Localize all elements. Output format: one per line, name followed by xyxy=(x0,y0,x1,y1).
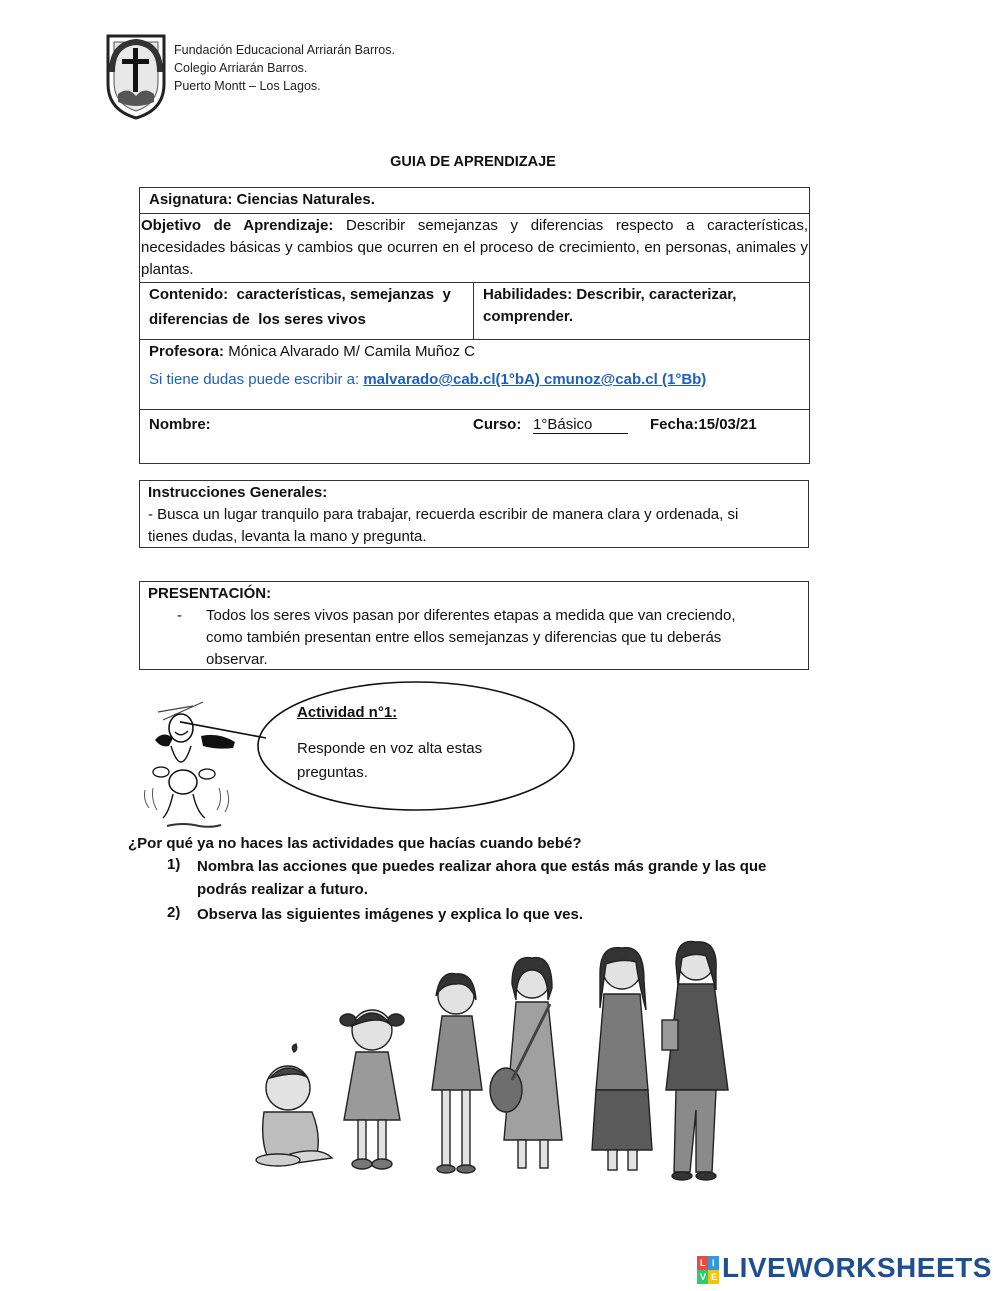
header-line-3: Puerto Montt – Los Lagos. xyxy=(174,79,321,93)
objetivo-text: Describir semejanzas y diferencias respecto a características, necesidades básicas y cambios que ocurren en el proceso de crecimiento, en personas, animales y plantas. xyxy=(141,217,808,278)
item-1-line-1: Nombra las acciones que puedes realizar ahora que estás más grande y las que xyxy=(197,858,767,875)
contenido-line-2: diferencias de los seres vivos xyxy=(149,311,366,328)
curso-value[interactable] xyxy=(533,414,628,436)
adult-woman-figure xyxy=(662,941,728,1180)
nombre-label: Nombre: xyxy=(149,416,211,433)
header-line-2: Colegio Arriarán Barros. xyxy=(174,61,308,75)
item-1-number: 1) xyxy=(167,856,181,873)
profesora-line xyxy=(149,341,475,363)
instrucciones-line-2: tienes dudas, levanta la mano y pregunta. xyxy=(148,528,427,545)
item-2-line-1: Observa las siguientes imágenes y explica lo que ves. xyxy=(197,906,584,923)
presentacion-line-3: observar. xyxy=(206,651,268,668)
fecha-label: Fecha:15/03/21 xyxy=(650,416,757,433)
habilidades-line-1: Habilidades: Describir, caracterizar, xyxy=(483,286,737,303)
contenido-line-1: Contenido: características, semejanzas y xyxy=(149,286,451,303)
curso-label: Curso: xyxy=(473,416,522,433)
header-line-1: Fundación Educacional Arriarán Barros. xyxy=(174,43,395,57)
profesora-name: Mónica Alvarado M/ Camila Muñoz C xyxy=(228,343,475,360)
dudas-line xyxy=(149,369,706,391)
curso-value-text: 1°Básico xyxy=(533,416,628,434)
habilidades-line-2: comprender. xyxy=(483,308,574,325)
badge-letter-i: I xyxy=(712,1258,715,1268)
teen-figure xyxy=(490,958,562,1168)
instrucciones-title: Instrucciones Generales: xyxy=(148,484,328,501)
presentacion-line-1: Todos los seres vivos pasan por diferentes etapas a medida que van creciendo, xyxy=(206,607,736,624)
actividad-line-1: Responde en voz alta estas xyxy=(297,740,483,757)
profesora-label: Profesora: xyxy=(149,343,225,360)
baby-figure xyxy=(256,1044,332,1166)
objetivo-label: Objetivo de Aprendizaje: xyxy=(141,217,334,234)
badge-letter-l: L xyxy=(700,1258,706,1268)
presentacion-title: PRESENTACIÓN: xyxy=(148,585,272,602)
actividad-title: Actividad n°1: xyxy=(297,704,398,721)
main-question: ¿Por qué ya no haces las actividades que hacías cuando bebé? xyxy=(128,835,582,852)
instrucciones-line-1: - Busca un lugar tranquilo para trabajar, recuerda escribir de manera clara y ordenada, si xyxy=(148,506,739,523)
liveworksheets-brand[interactable]: LIVEWORKSHEETS xyxy=(722,1252,992,1283)
badge-letter-v: V xyxy=(700,1272,707,1282)
contact-emails-link[interactable]: malvarado@cab.cl(1°bA) cmunoz@cab.cl (1°Bb) xyxy=(363,371,707,388)
page-title: GUIA DE APRENDIZAJE xyxy=(390,154,556,170)
toddler-figure xyxy=(340,1010,404,1169)
dudas-text: Si tiene dudas puede escribir a: xyxy=(149,371,360,388)
actividad-line-2: preguntas. xyxy=(297,764,368,781)
presentacion-line-2: como también presentan entre ellos semejanzas y diferencias que tu deberás xyxy=(206,629,722,646)
young-woman-figure xyxy=(592,948,652,1170)
girl-figure xyxy=(432,973,482,1173)
school-logo xyxy=(104,32,168,120)
objetivo-block xyxy=(141,215,808,281)
badge-letter-e: E xyxy=(711,1272,718,1282)
growth-stages-illustration xyxy=(250,940,750,1190)
asignatura-label: Asignatura: Ciencias Naturales. xyxy=(149,191,375,208)
item-2-number: 2) xyxy=(167,904,181,921)
presentacion-bullet: - xyxy=(177,607,182,624)
item-1-line-2: podrás realizar a futuro. xyxy=(197,881,368,898)
